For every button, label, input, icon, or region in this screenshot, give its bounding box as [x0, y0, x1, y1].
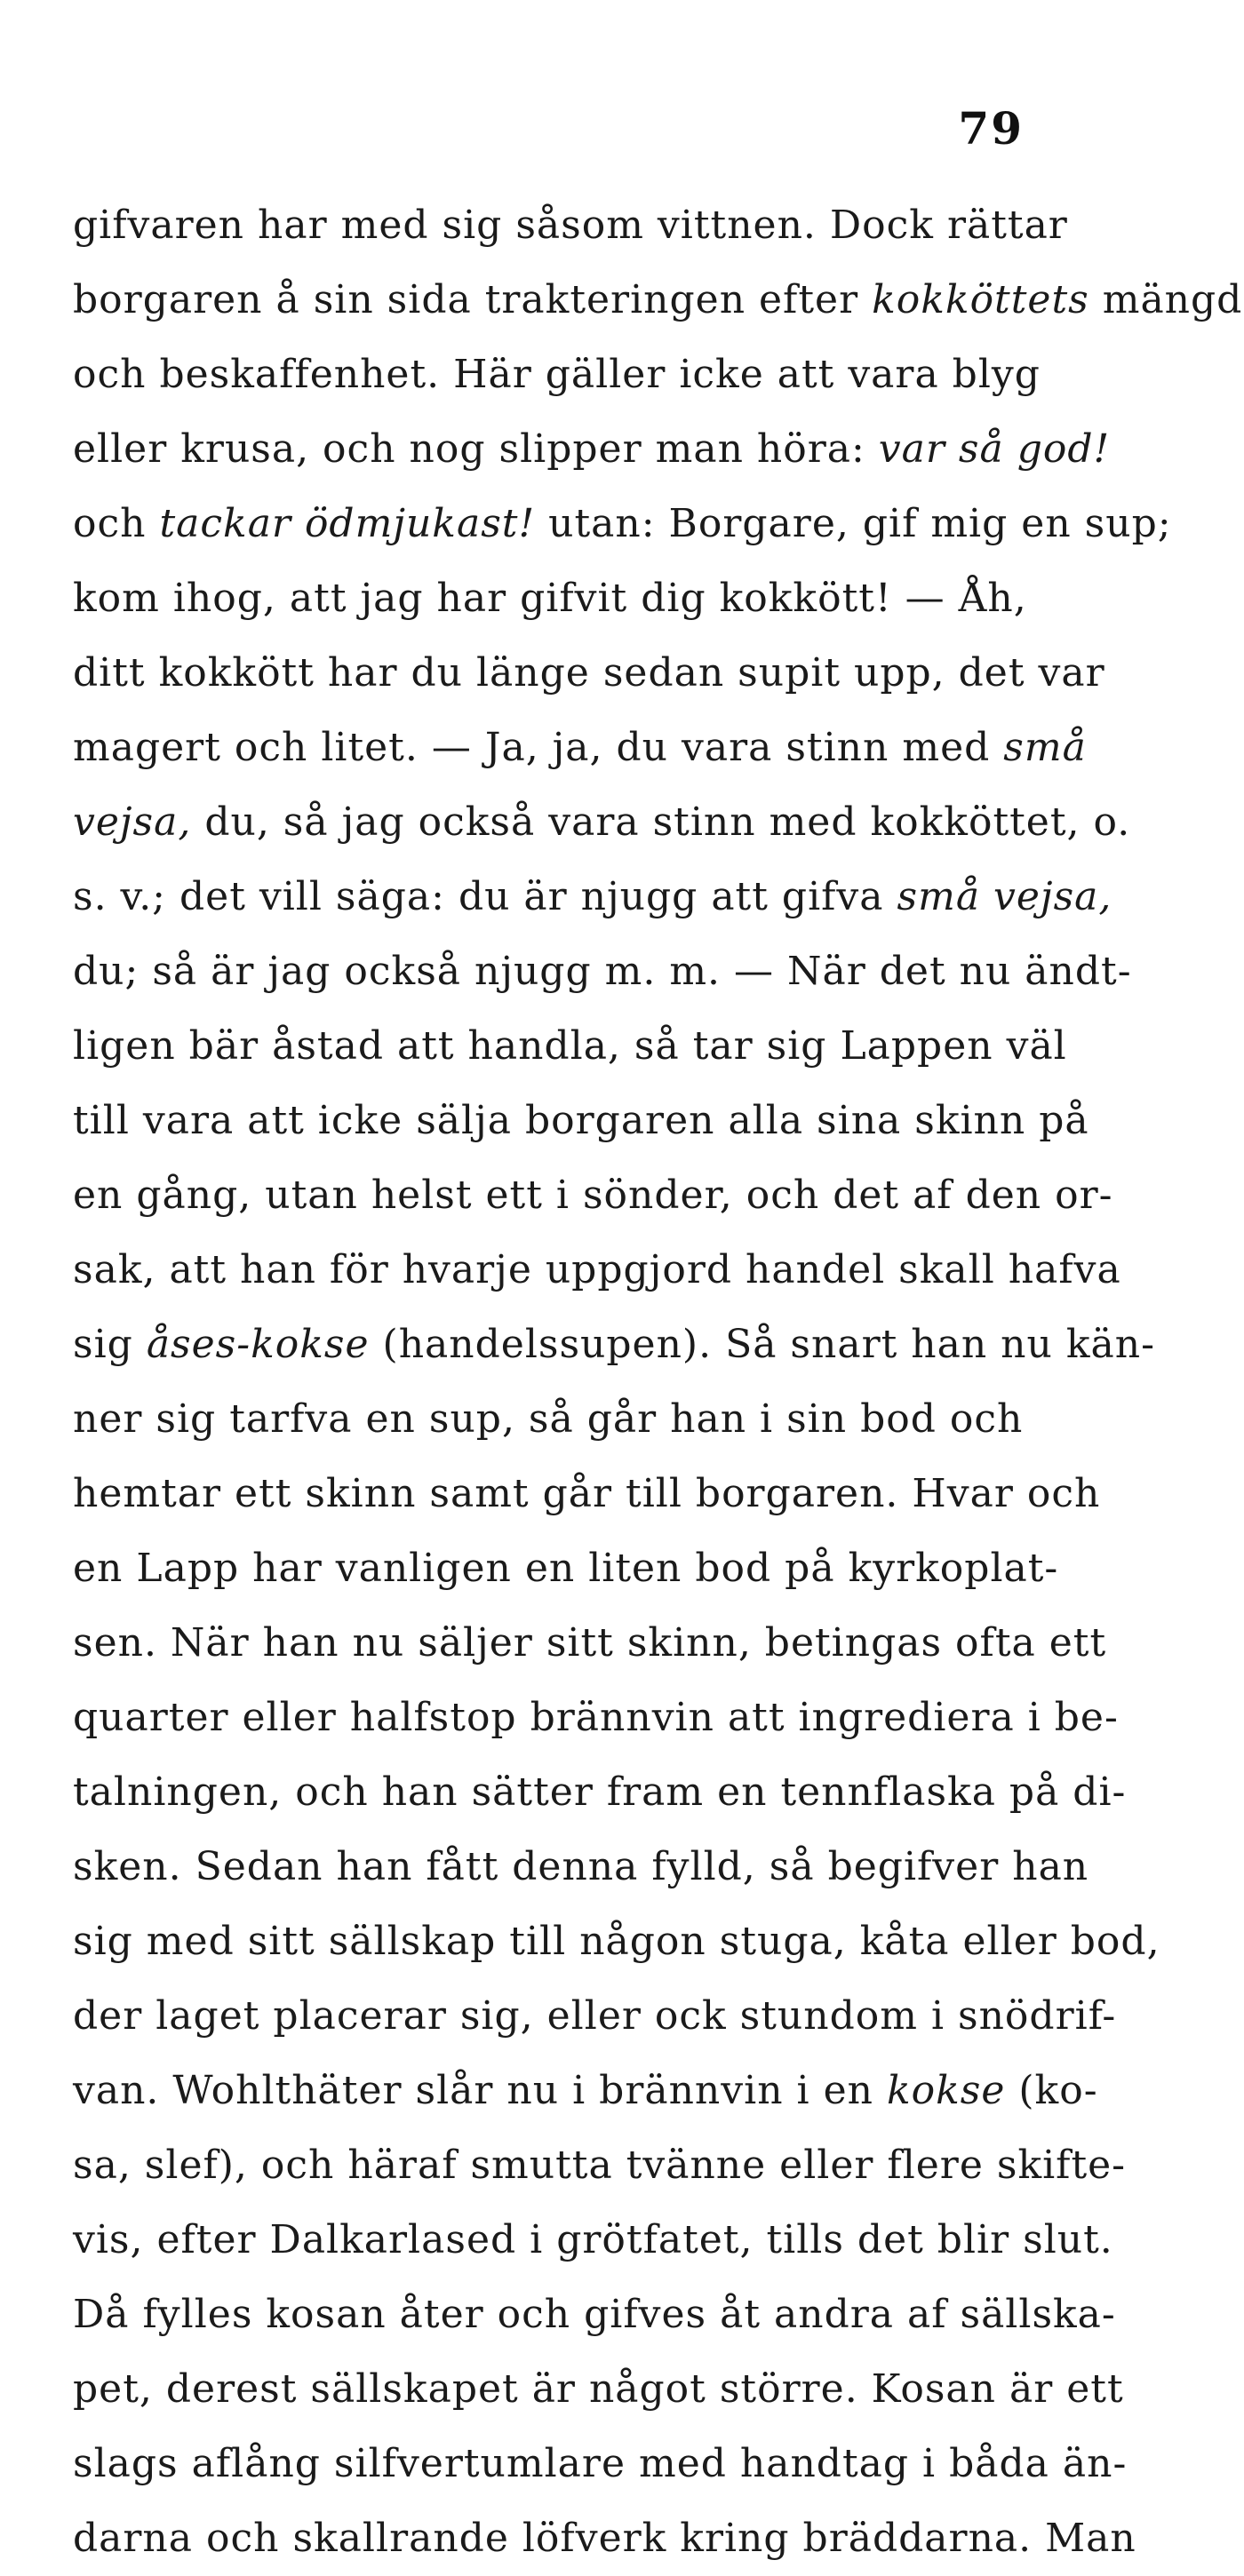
- text-line: [73, 1830, 1089, 1904]
- text-line: [73, 2352, 1124, 2427]
- text-line: [73, 1457, 1101, 1531]
- text-segment: ditt kokkött har du länge sedan supit upp, det var: [73, 650, 1105, 696]
- text-segment: der laget placerar sig, eller ock stundom i snödrif-: [73, 1993, 1117, 2039]
- text-line: [73, 860, 1112, 934]
- text-segment: s. v.; det vill säga: du är njugg att gifva: [73, 874, 897, 919]
- text-line: [73, 1979, 1117, 2054]
- italic-segment: var så god!: [878, 426, 1111, 472]
- text-segment: sken. Sedan han fått denna fylld, så begifver han: [73, 1844, 1089, 1889]
- text-line: [73, 785, 1131, 860]
- text-line: [73, 2501, 1136, 2576]
- text-line: [73, 1382, 1024, 1457]
- text-line: [73, 1084, 1089, 1158]
- page-number: 79: [958, 102, 1024, 155]
- text-segment: ligen bär åstad att handla, så tar sig Lappen väl: [73, 1023, 1067, 1069]
- text-segment: borgaren å sin sida trakteringen efter: [73, 277, 873, 322]
- text-segment: sig med sitt sällskap till någon stuga, kåta eller bod,: [73, 1919, 1160, 1964]
- italic-segment: vejsa,: [73, 799, 192, 845]
- text-segment: en gång, utan helst ett i sönder, och det af den or-: [73, 1173, 1113, 1218]
- italic-segment: små: [1003, 725, 1087, 770]
- text-line: [73, 1755, 1127, 1830]
- text-line: [73, 188, 1068, 263]
- text-segment: darna och skallrande löfverk kring bräddarna. Man: [73, 2516, 1136, 2561]
- text-line: [73, 1904, 1160, 1979]
- text-line: [73, 2054, 1098, 2128]
- italic-segment: kokköttets: [872, 277, 1089, 322]
- text-segment: du; så är jag också njugg m. m. — När det nu ändt-: [73, 949, 1132, 994]
- text-line: [73, 487, 1172, 561]
- text-line: [73, 2278, 1116, 2352]
- italic-segment: tackar ödmjukast!: [159, 501, 536, 546]
- text-segment: ner sig tarfva en sup, så går han i sin bod och: [73, 1396, 1024, 1442]
- text-segment: vis, efter Dalkarlased i grötfatet, tills det blir slut.: [73, 2217, 1113, 2262]
- text-segment: quarter eller halfstop brännvin att ingrediera i be-: [73, 1695, 1119, 1740]
- text-segment: till vara att icke sälja borgaren alla sina skinn på: [73, 1098, 1089, 1143]
- text-segment: talningen, och han sätter fram en tennflaska på di-: [73, 1769, 1127, 1815]
- text-line: [73, 338, 1041, 412]
- text-line: [73, 1233, 1121, 1308]
- text-line: [73, 1158, 1113, 1233]
- text-segment: sen. När han nu säljer sitt skinn, betingas ofta ett: [73, 1620, 1107, 1666]
- text-segment: sa, slef), och häraf smutta tvänne eller flere skifte-: [73, 2143, 1127, 2188]
- text-line: [73, 1531, 1059, 1606]
- text-segment: magert och litet. — Ja, ja, du vara stinn med: [73, 725, 1004, 770]
- text-segment: gifvaren har med sig såsom vittnen. Dock rättar: [73, 203, 1068, 248]
- text-line: [73, 2427, 1128, 2501]
- text-line: [73, 1308, 1155, 1382]
- text-segment: sak, att han för hvarje uppgjord handel skall hafva: [73, 1247, 1121, 1292]
- text-segment: Då fylles kosan åter och gifves åt andra af sällska-: [73, 2292, 1116, 2337]
- text-line: [73, 636, 1105, 711]
- body-text: [73, 188, 1243, 2576]
- text-segment: hemtar ett skinn samt går till borgaren. Hvar och: [73, 1471, 1101, 1516]
- text-line: [73, 1606, 1107, 1681]
- text-segment: kom ihog, att jag har gifvit dig kokkött! — Åh,: [73, 576, 1027, 621]
- italic-segment: små vejsa,: [897, 874, 1112, 919]
- italic-segment: kokse: [886, 2068, 1006, 2113]
- text-segment: och: [73, 501, 160, 546]
- text-line: [73, 2203, 1113, 2278]
- text-segment: van. Wohlthäter slår nu i brännvin i en: [73, 2068, 887, 2113]
- text-line: [73, 1681, 1119, 1755]
- italic-segment: åses-kokse: [146, 1322, 370, 1367]
- text-segment: eller krusa, och nog slipper man höra:: [73, 426, 879, 472]
- text-line: [73, 412, 1111, 487]
- text-line: [73, 263, 1243, 338]
- text-segment: en Lapp har vanligen en liten bod på kyrkoplat-: [73, 1546, 1059, 1591]
- text-line: [73, 561, 1027, 636]
- text-segment: utan: Borgare, gif mig en sup;: [535, 501, 1172, 546]
- text-segment: och beskaffenhet. Här gäller icke att vara blyg: [73, 352, 1041, 397]
- text-line: [73, 1009, 1067, 1084]
- text-segment: pet, derest sällskapet är något större. Kosan är ett: [73, 2366, 1124, 2412]
- text-line: [73, 934, 1132, 1009]
- text-line: [73, 711, 1087, 785]
- text-segment: slags aflång silfvertumlare med handtag i båda än-: [73, 2441, 1128, 2486]
- text-line: [73, 2128, 1127, 2203]
- text-segment: (handelssupen). Så snart han nu kän-: [369, 1322, 1155, 1367]
- text-segment: mängd: [1088, 277, 1243, 322]
- text-segment: sig: [73, 1322, 147, 1367]
- text-segment: (ko-: [1005, 2068, 1098, 2113]
- text-segment: du, så jag också vara stinn med kokköttet, o.: [191, 799, 1131, 845]
